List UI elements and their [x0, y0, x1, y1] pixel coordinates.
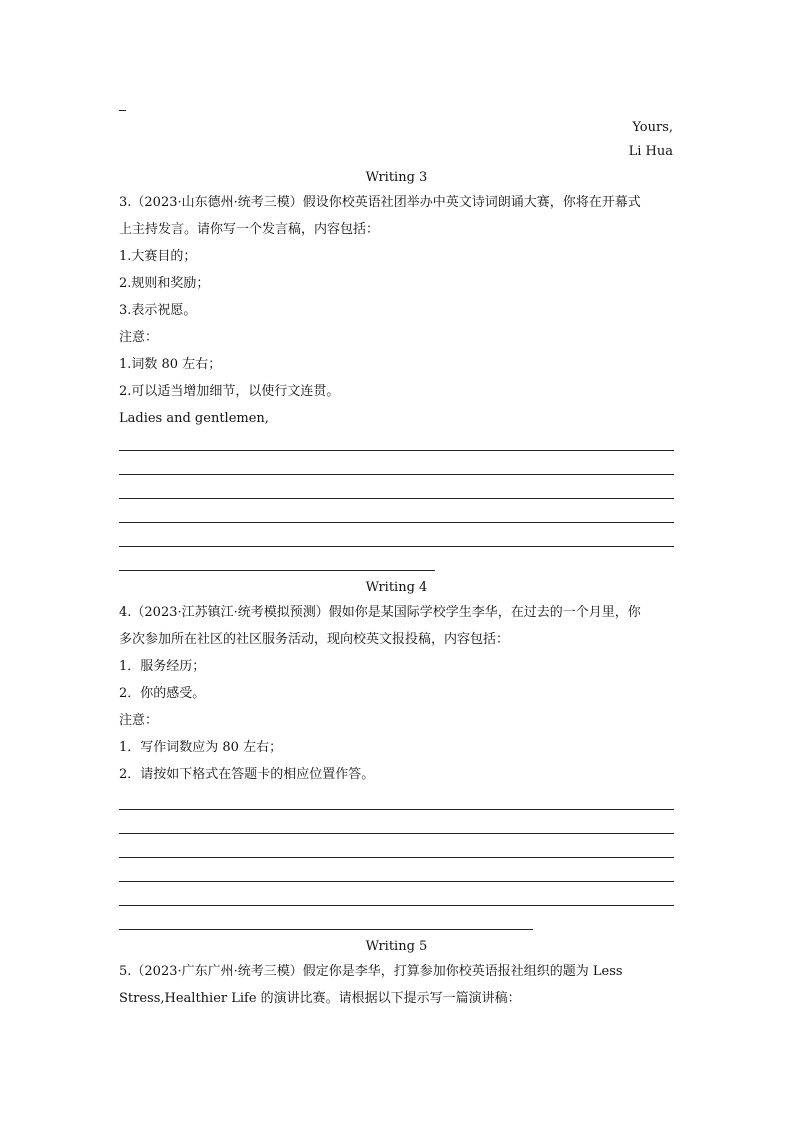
writing3-opening: Ladies and gentlemen, [119, 411, 269, 426]
writing4-title: Writing 4 [365, 580, 428, 595]
writing5-prompt-line1: 5.（2023·广东广州·统考三模）假定你是李华，打算参加你校英语报社组织的题为 Less [119, 964, 623, 979]
writing4-prompt-line2: 多次参加所在社区的社区服务活动，现向校英文报投稿，内容包括： [119, 632, 510, 647]
answer-line [119, 881, 674, 882]
closing-name: Li Hua [628, 144, 673, 159]
writing3-item-1: 1.大赛目的； [119, 249, 197, 264]
writing3-item-3: 3.表示祝愿。 [119, 303, 197, 318]
writing4-item-2: 2．你的感受。 [119, 686, 206, 701]
writing3-note-1: 1.词数 80 左右； [119, 357, 222, 372]
closing-sign-off: Yours, [632, 120, 673, 135]
writing3-prompt-line2: 上主持发言。请你写一个发言稿，内容包括： [119, 222, 380, 237]
writing3-prompt-line1: 3.（2023·山东德州·统考三模）假设你校英语社团举办中英文诗词朗诵大赛，你将在开幕式 [119, 195, 641, 210]
writing4-note-label: 注意： [119, 713, 159, 728]
writing4-prompt-line1: 4.（2023·江苏镇江·统考模拟预测）假如你是某国际学校学生李华，在过去的一个月里，你 [119, 605, 641, 620]
answer-line [119, 833, 674, 834]
writing4-item-1: 1．服务经历； [119, 659, 206, 674]
top-dash-mark [119, 110, 126, 111]
writing5-prompt-line2: Stress,Healthier Life 的演讲比赛。请根据以下提示写一篇演讲稿： [119, 991, 521, 1006]
writing3-note-2: 2.可以适当增加细节，以使行文连贯。 [119, 384, 340, 399]
answer-line [119, 498, 674, 499]
answer-line [119, 546, 674, 547]
writing3-title: Writing 3 [365, 170, 428, 185]
answer-line [119, 474, 674, 475]
answer-line-short [119, 929, 533, 930]
answer-line [119, 905, 674, 906]
answer-line [119, 522, 674, 523]
writing4-note-1: 1．写作词数应为 80 左右； [119, 740, 283, 755]
writing5-title: Writing 5 [365, 939, 428, 954]
answer-line [119, 809, 674, 810]
writing4-note-2: 2．请按如下格式在答题卡的相应位置作答。 [119, 767, 375, 782]
answer-line-short [119, 570, 435, 571]
writing3-note-label: 注意： [119, 330, 159, 345]
answer-line [119, 857, 674, 858]
writing3-item-2: 2.规则和奖励； [119, 276, 210, 291]
answer-line [119, 450, 674, 451]
